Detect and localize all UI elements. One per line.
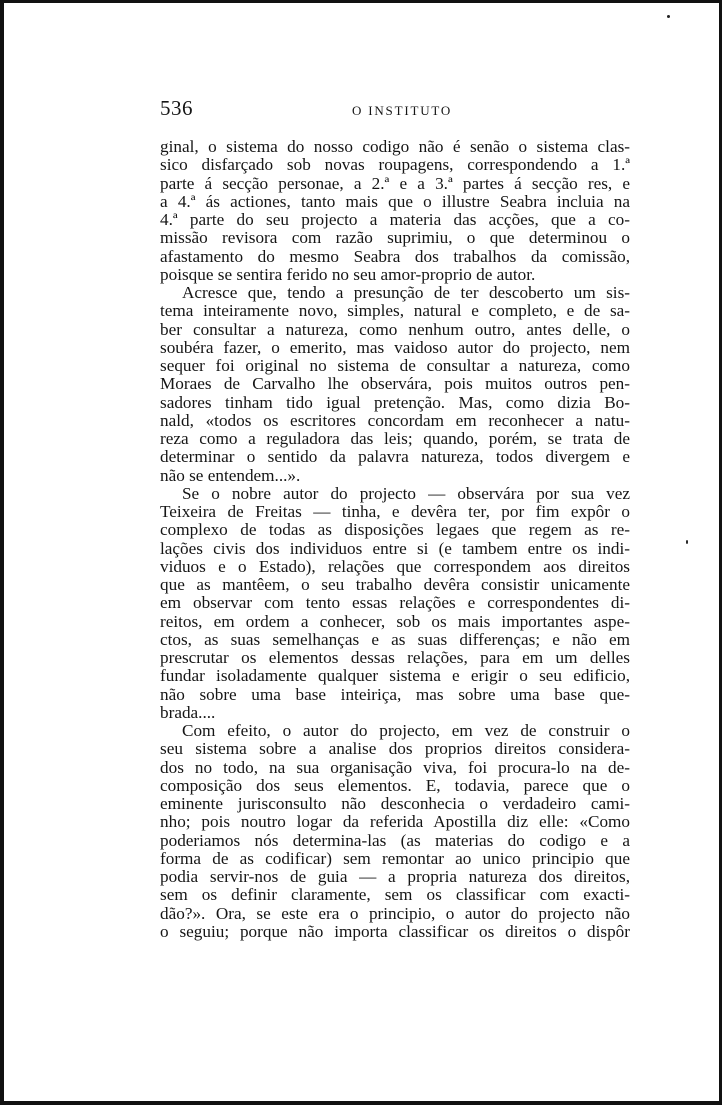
text-line: ctos, as suas semelhanças e as suas differenças; e não em: [160, 629, 630, 649]
text-line: não se entendem...».: [160, 465, 301, 485]
scan-speck: [686, 540, 688, 544]
body-text: [160, 138, 630, 941]
text-line: seu sistema sobre a analise dos proprios direitos considera-: [160, 739, 630, 759]
text-line: viduos e o Estado), relações que correspondem aos direitos: [160, 556, 630, 576]
text-line: sequer foi original no sistema de consultar a natureza, como: [160, 356, 630, 375]
text-line: nho; pois noutro logar da referida Apostilla diz elle: «Como: [160, 812, 630, 832]
text-line: dos no todo, na sua organisação viva, foi procura-lo na de-: [160, 757, 630, 777]
text-line: poderiamos nós determina-las (as materias do codigo e a: [160, 830, 630, 850]
text-line: lações civis dos individuos entre si (e tambem entre os indi-: [160, 538, 630, 558]
text-line: brada....: [160, 702, 216, 722]
text-line: eminente jurisconsulto não desconhecia o verdadeiro cami-: [160, 794, 630, 813]
text-line: soubéra fazer, o emerito, mas vaidoso autor do projecto, nem: [160, 337, 630, 357]
text-line: Teixeira de Freitas — tinha, e devêra ter, por fim expôr o: [160, 502, 630, 521]
text-line: tema inteiramente novo, simples, natural e completo, e de sa-: [160, 301, 630, 321]
text-line: afastamento do mesmo Seabra dos trabalhos da comissão,: [160, 246, 630, 266]
text-line: 4.ª parte do seu projecto a materia das acções, que a co-: [160, 210, 630, 229]
text-line: determinar o sentido da palavra natureza, todos divergem e: [160, 447, 630, 467]
text-line: o seguiu; porque não importa classificar os direitos o dispôr: [160, 921, 630, 941]
text-line: poisque se sentira ferido no seu amor-proprio de autor.: [160, 264, 536, 284]
text-line: em observar com tento essas relações e correspondentes di-: [160, 593, 630, 613]
text-line: prescrutar os elementos dessas relações, para em um delles: [160, 648, 630, 667]
text-line: sadores tinham tido igual pretenção. Mas, como dizia Bo-: [160, 392, 630, 412]
text-line: que as mantêem, o seu trabalho devêra consistir unicamente: [160, 575, 630, 594]
text-line: dão?». Ora, se este era o principio, o autor do projecto não: [160, 903, 630, 923]
text-line: composição dos seus elementos. E, todavia, parece que o: [160, 775, 630, 795]
text-line: reza como a reguladora das leis; quando, porém, se trata de: [160, 429, 630, 448]
text-line: Se o nobre autor do projecto — observára por sua vez: [182, 483, 630, 503]
scan-speck: [667, 15, 670, 18]
text-line: nald, «todos os escritores concordam em reconhecer a natu-: [160, 410, 630, 430]
text-line: ber consultar a natureza, como nenhum outro, antes delle, o: [160, 319, 630, 339]
text-line: ginal, o sistema do nosso codigo não é senão o sistema clas-: [160, 137, 630, 156]
text-line: sem os definir claramente, sem os classificar com exacti-: [160, 885, 630, 905]
text-line: podia servir-nos de guia — a propria natureza dos direitos,: [160, 867, 630, 886]
text-line: não sobre uma base inteiriça, mas sobre uma base que-: [160, 684, 630, 704]
text-line: complexo de todas as disposições legaes que regem as re-: [160, 520, 630, 540]
page-header: [160, 96, 630, 122]
text-line: forma de as codificar) sem remontar ao unico principio que: [160, 848, 630, 868]
text-line: reitos, em ordem a conhecer, sob os mais importantes aspe-: [160, 611, 630, 631]
text-line: Com efeito, o autor do projecto, em vez de construir o: [182, 721, 630, 740]
text-line: Acresce que, tendo a presunção de ter descoberto um sis-: [182, 283, 630, 302]
text-line: fundar isoladamente qualquer sistema e erigir o seu edificio,: [160, 666, 630, 686]
text-line: missão revisora com razão suprimiu, o que determinou o: [160, 228, 630, 248]
text-line: Moraes de Carvalho lhe observára, pois muitos outros pen-: [160, 374, 630, 394]
text-line: parte á secção personae, a 2.ª e a 3.ª partes á secção res, e: [160, 173, 630, 193]
text-line: sico disfarçado sob novas roupagens, correspondendo a 1.ª: [160, 155, 630, 175]
page-number: 536: [160, 96, 193, 120]
text-line: a 4.ª ás actiones, tanto mais que o illustre Seabra incluia na: [160, 191, 630, 211]
running-title: O INSTITUTO: [352, 103, 453, 118]
